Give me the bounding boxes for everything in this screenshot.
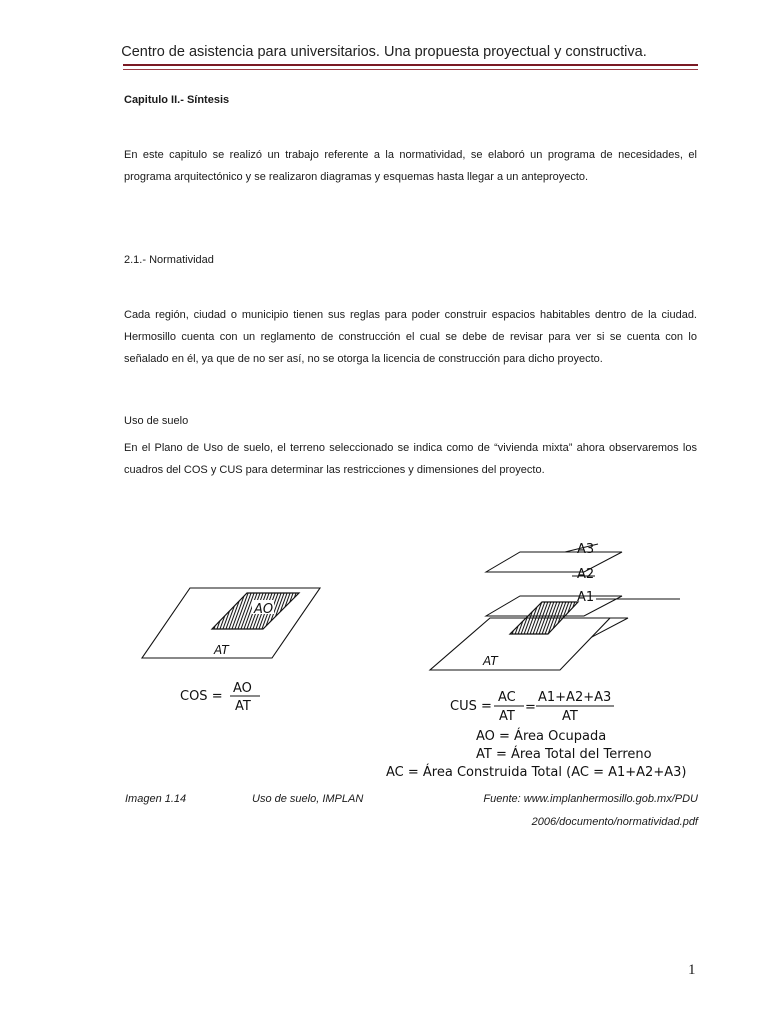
section-title: 2.1.- Normatividad (124, 254, 214, 266)
cus-equals: = (525, 700, 536, 715)
cus-denominator-1: AT (499, 709, 515, 724)
cos-formula (180, 681, 260, 714)
legend-ao: AO = Área Ocupada (476, 729, 607, 744)
header-rule (123, 64, 698, 66)
cus-numerator-1: AC (498, 690, 516, 705)
level-a3-plane (486, 552, 622, 572)
normatividad-paragraph: Cada región, ciudad o municipio tienen sus reglas para poder construir espacios habitables dentro de la ciudad. Hermosillo cuenta con un reglamento de construcción el cual se debe de revisar para ver si se cuenta con lo señalado en él, ya que de no ser así, no se otorga la licencia de construcción para dicho proyecto. (124, 309, 697, 365)
caption-source-line2: 2006/documento/normatividad.pdf (531, 816, 698, 828)
cos-lhs: COS = (180, 689, 223, 704)
intro-paragraph: En este capitulo se realizó un trabajo referente a la normatividad, se elaboró un programa de necesidades, el programa arquitectónico y se realizaron diagramas y esquemas hasta llegar a un anteproyecto. (124, 149, 697, 183)
caption-label: Imagen 1.14 (125, 793, 187, 805)
a3-label: A3 (577, 542, 595, 557)
a2-label: A2 (577, 567, 595, 582)
cus-denominator-2: AT (562, 709, 578, 724)
uso-de-suelo-title: Uso de suelo (124, 415, 189, 427)
cus-formula (450, 690, 614, 724)
ao-label: AO (254, 602, 274, 617)
cus-numerator-2: A1+A2+A3 (538, 690, 612, 705)
cos-diagram (142, 588, 320, 658)
caption-title: Uso de suelo, IMPLAN (252, 793, 364, 805)
caption-source-line1: Fuente: www.implanhermosillo.gob.mx/PDU (483, 793, 698, 805)
page-number: 1 (688, 962, 696, 978)
at-label-right: AT (483, 654, 498, 668)
cos-denominator: AT (235, 699, 251, 714)
cus-lhs: CUS = (450, 699, 492, 714)
cos-cus-figure (0, 530, 768, 785)
chapter-title: Capitulo II.- Síntesis (124, 94, 230, 106)
uso-de-suelo-paragraph: En el Plano de Uso de suelo, el terreno seleccionado se indica como de “vivienda mixta” ahora observaremos los cuadros del COS y CUS para determinar las restricciones y dimensiones del proyecto. (124, 442, 697, 476)
figure-legend (386, 728, 686, 780)
legend-at: AT = Área Total del Terreno (476, 747, 652, 762)
cos-numerator: AO (233, 681, 252, 696)
cus-diagram (430, 542, 680, 670)
legend-ac: AC = Área Construida Total (AC = A1+A2+A3) (386, 765, 687, 780)
page-header: Centro de asistencia para universitarios. Una propuesta proyectual y constructiva. (121, 44, 647, 60)
at-label: AT (214, 643, 229, 657)
header-rule-thin (123, 69, 698, 70)
a1-label: A1 (577, 590, 595, 605)
